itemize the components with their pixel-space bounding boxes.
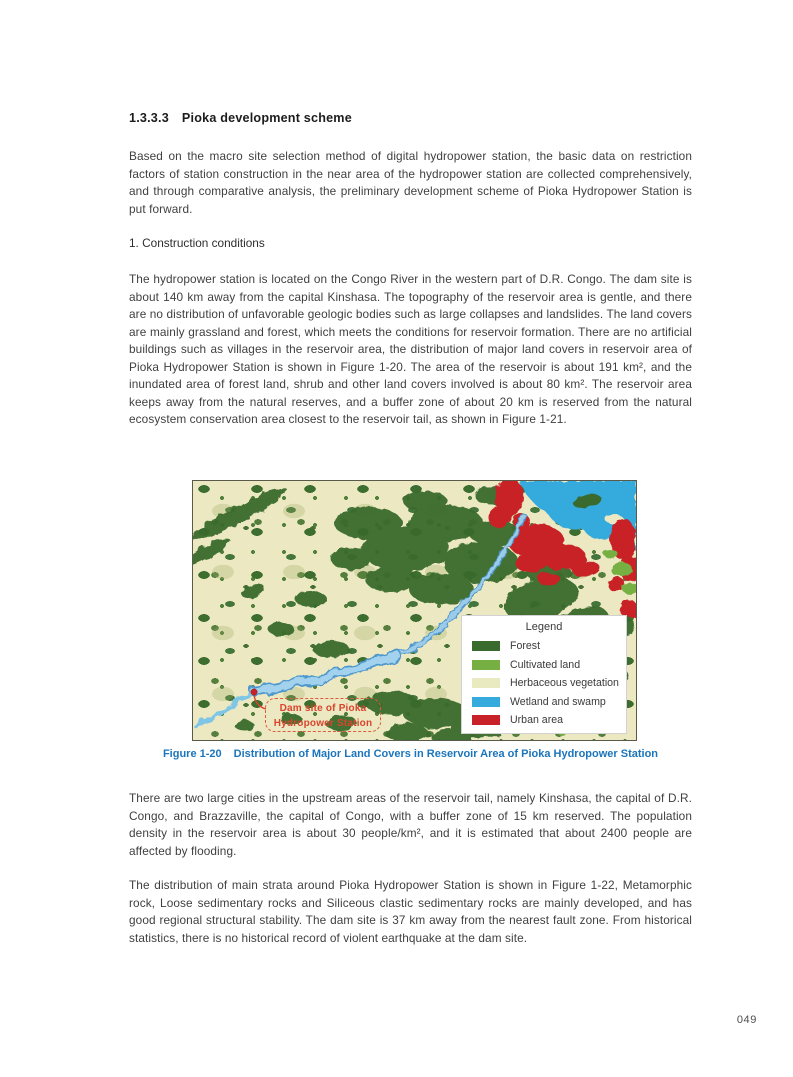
legend-item-forest: Forest xyxy=(472,637,616,656)
legend-title: Legend xyxy=(525,621,563,633)
dam-site-label-line2: Hydropower Station xyxy=(273,718,373,729)
dam-site-label xyxy=(265,698,381,732)
figure-caption-text: Distribution of Major Land Covers in Reservoir Area of Pioka Hydropower Station xyxy=(233,748,659,760)
cities-paragraph: There are two large cities in the upstream areas of the reservoir tail, namely Kinshasa, the capital of D.R. Congo, and Brazzaville, the capital of Congo, with a buffer zone of 15 km reserved. The population density in the reservoir area is about 30 people/km², and it is estimated that about 2400 people are affected by flooding. xyxy=(129,791,692,858)
section-title: Pioka development scheme xyxy=(181,111,352,125)
construction-paragraph: The hydropower station is located on the Congo River in the western part of D.R. Congo. The dam site is about 140 km away from the capital Kinshasa. The topography of the reservoir area is gentle, and there are no distribution of unfavorable geologic bodies such as large collapses and landslides. The land covers are mainly grassland and forest, which meets the conditions for reservoir formation. There are no artificial buildings such as villages in the reservoir area, the distribution of major land covers in reservoir area of Pioka Hydropower Station is shown in Figure 1-20. The area of the reservoir is about 191 km², and the inundated area of forest land, shrub and other land covers involved is about 80 km². The reservoir area keeps away from the natural reserves, and a buffer zone of about 20 km is reserved from the natural ecosystem conservation area closest to the reservoir tail, as shown in Figure 1-21. xyxy=(129,272,692,426)
legend-item-urban-area: Urban area xyxy=(472,711,616,730)
dam-site-marker xyxy=(251,689,257,695)
dam-site-label-line1: Dam site of Pioka xyxy=(279,703,367,714)
intro-paragraph: Based on the macro site selection method of digital hydropower station, the basic data on restriction factors of station construction in the near area of the hydropower station are collected comprehensively, and through comparative analysis, the preliminary development scheme of Pioka Hydropower Station is put forward. xyxy=(129,149,692,216)
cultivated-land-swatch xyxy=(472,660,500,670)
figure-caption xyxy=(129,748,692,760)
section-heading xyxy=(129,111,692,125)
wetland-swamp-swatch xyxy=(472,697,500,707)
legend-item-wetland-swamp: Wetland and swamp xyxy=(472,693,616,712)
page-number: 049 xyxy=(736,1014,757,1026)
land-cover-map-figure xyxy=(192,480,637,741)
herbaceous-vegetation-swatch xyxy=(472,678,500,688)
section-number: 1.3.3.3 xyxy=(129,111,169,125)
map-legend xyxy=(461,615,627,734)
strata-paragraph: The distribution of main strata around Pioka Hydropower Station is shown in Figure 1-22, Metamorphic rock, Loose sedimentary rocks and Siliceous clastic sedimentary rocks are mainly developed, and has good regional structural stability. The dam site is 37 km away from the nearest fault zone. From historical statistics, there is no historical record of violent earthquake at the dam site. xyxy=(129,878,692,945)
figure-caption-label: Figure 1-20 xyxy=(162,748,222,760)
construction-subheading: 1. Construction conditions xyxy=(129,236,265,250)
legend-item-herbaceous-vegetation: Herbaceous vegetation xyxy=(472,674,616,693)
legend-item-cultivated-land: Cultivated land xyxy=(472,656,616,675)
forest-swatch xyxy=(472,641,500,651)
urban-area-swatch xyxy=(472,715,500,725)
